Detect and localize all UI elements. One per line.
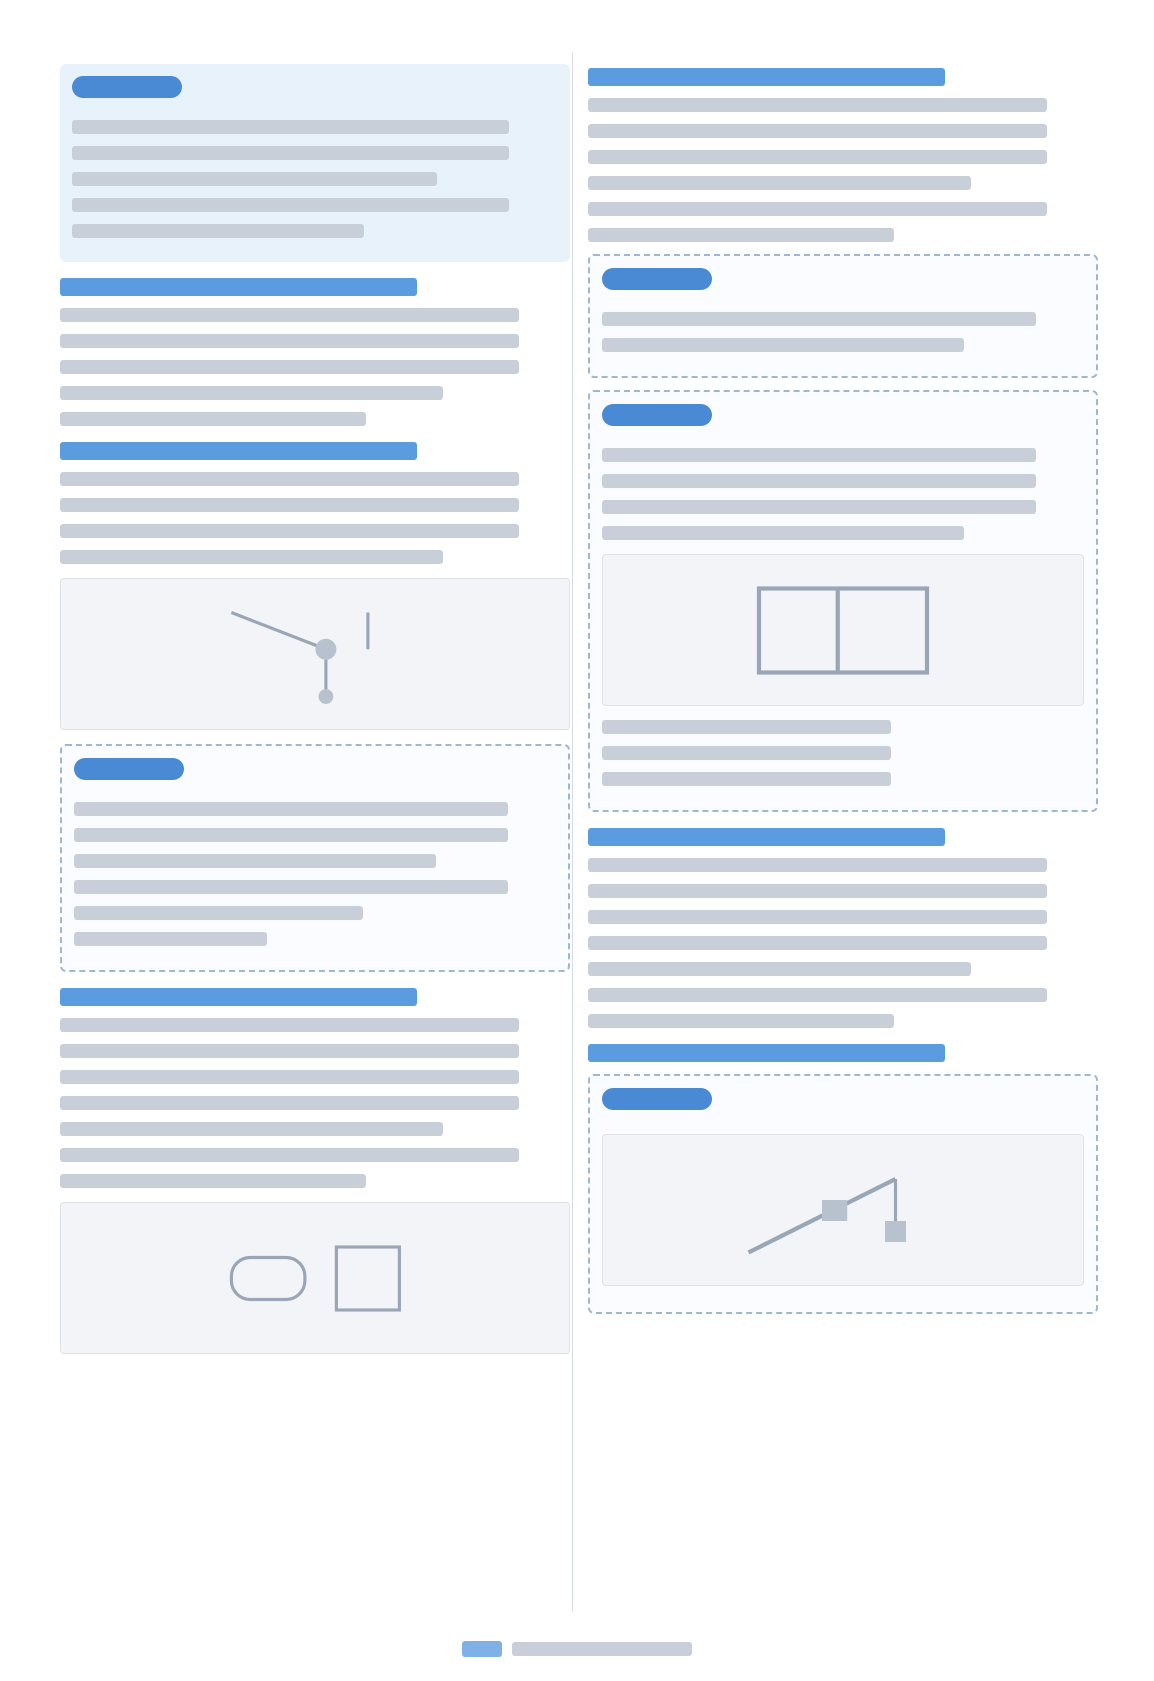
figure — [60, 1202, 570, 1354]
intro-note — [60, 64, 570, 262]
note-tag — [602, 404, 712, 426]
linked-problem — [588, 254, 1098, 378]
column-divider — [572, 52, 573, 1612]
left-column — [60, 52, 570, 1612]
note-tag — [602, 268, 712, 290]
section-heading — [60, 442, 417, 460]
page-footer — [0, 1641, 1154, 1657]
footer-label — [512, 1642, 692, 1656]
note-tag — [72, 76, 182, 98]
note-tag — [602, 1088, 712, 1110]
figure — [602, 554, 1084, 706]
section-heading — [588, 828, 945, 846]
section-heading — [588, 68, 945, 86]
note-tag — [74, 758, 184, 780]
figure-analysis — [588, 1074, 1098, 1314]
section-heading — [60, 988, 417, 1006]
figure-graphic — [699, 578, 987, 683]
figure-graphic — [699, 1158, 987, 1263]
figure — [602, 1134, 1084, 1286]
footer-logo — [462, 1641, 502, 1657]
section-heading — [60, 278, 417, 296]
linked-problem — [588, 390, 1098, 812]
section-heading — [588, 1044, 945, 1062]
right-column — [588, 52, 1098, 1612]
figure — [60, 578, 570, 730]
figure-graphic — [163, 1226, 468, 1331]
linked-problem — [60, 744, 570, 972]
figure-graphic — [163, 602, 468, 707]
